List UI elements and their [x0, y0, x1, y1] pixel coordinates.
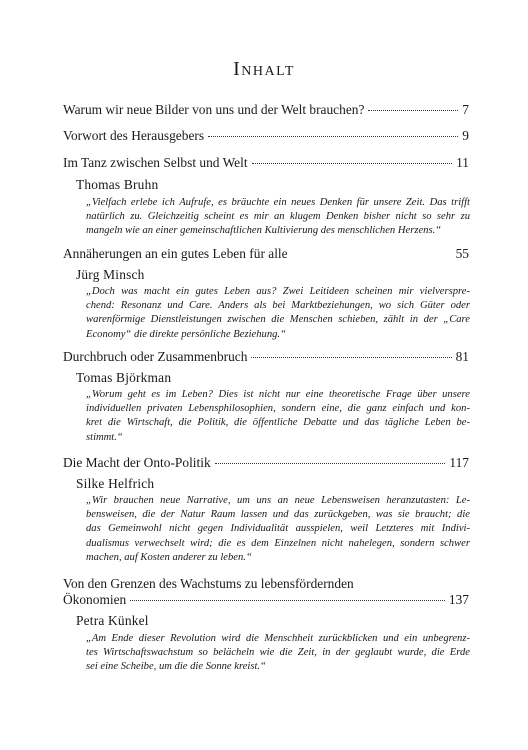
toc-entry-quote: [86, 285, 470, 342]
dot-leader: [252, 163, 453, 164]
toc-entry-page: 81: [455, 349, 469, 364]
toc-entry-page: 11: [456, 155, 469, 170]
toc-entry-title-line2-row: [63, 592, 469, 608]
quote-line: „Vielfach erlebe ich Aufrufe, es bräuchte ein neues Denken für unsere Zeit. Das trifft: [86, 197, 470, 208]
quote-line: mangeln wie an einer gemeinschaftlichen Kultivierung des menschlichen Herzens.“: [86, 225, 442, 237]
toc-entry-title-line1: Von den Grenzen des Wachstums zu lebensfördernden: [63, 576, 354, 591]
page-title: Inhalt: [233, 58, 295, 80]
toc-entry-author: Silke Helfrich: [76, 476, 155, 491]
quote-line: „Worum geht es im Leben? Dies ist nicht nur eine theoretische Frage über unsere: [86, 389, 470, 400]
toc-entry-title[interactable]: [63, 246, 469, 262]
dot-leader: [208, 136, 458, 137]
quote-line: machen, auf Kosten anderer zu leben.“: [86, 551, 252, 563]
dot-leader: [130, 600, 445, 601]
toc-entry-quote: [86, 388, 470, 445]
toc-entry-title-text: Durchbruch oder Zusammenbruch: [63, 349, 248, 364]
toc-entry-page: 55: [455, 246, 469, 261]
toc-entry-page: 9: [462, 128, 469, 143]
toc-entry-quote: [86, 196, 470, 239]
quote-line: natürlich zu. Gleichzeitig scheint es mir an klugem Denken bisher nicht so sehr zu: [86, 211, 470, 223]
dot-leader: [251, 357, 451, 358]
quote-line: warenförmige Dienstleistungen zwischen die Menschen schieben, zählt in der „Care: [86, 314, 470, 326]
quote-line: kret die Wirtschaft, die Politik, die öffentliche Debatte und das tägliche Leben be-: [86, 417, 470, 429]
toc-entry-title[interactable]: [63, 128, 469, 144]
toc-entry-title-text: Im Tanz zwischen Selbst und Welt: [63, 155, 248, 170]
toc-entry-title[interactable]: [63, 349, 469, 365]
toc-entry-quote: [86, 632, 470, 675]
toc-entry-quote: [86, 494, 470, 565]
toc-entry-title-text: Annäherungen an ein gutes Leben für alle: [63, 246, 288, 261]
quote-line: sei eine Scheibe, um die die Sonne kreist.“: [86, 661, 266, 673]
quote-line: stimmt.“: [86, 431, 123, 443]
toc-entry-page: 7: [462, 102, 469, 117]
toc-entry-title-text: Vorwort des Herausgebers: [63, 128, 205, 143]
dot-leader: [368, 110, 458, 111]
toc-entry-author: Jürg Minsch: [76, 267, 145, 282]
quote-line: chend: Resonanz und Care. Anders als bei Marktbeziehungen, wo sich Güter oder: [86, 300, 470, 312]
toc-entry-title[interactable]: [63, 576, 469, 608]
toc-entry-page: 117: [449, 455, 469, 470]
toc-entry-title[interactable]: [63, 155, 469, 171]
toc-entry-title-line2: Ökonomien: [63, 592, 127, 607]
toc-entry-author: Petra Künkel: [76, 613, 149, 628]
toc-entry-author: Thomas Bruhn: [76, 177, 159, 192]
quote-line: „Wir brauchen neue Narrative, um uns an neue Lebensweisen heranzutasten: Le-: [86, 495, 470, 506]
toc-entry-title[interactable]: [63, 102, 469, 118]
quote-line: dualismus verwechselt wird; die es dem Einzelnen nicht nahelegen, sondern schwer: [86, 537, 470, 549]
quote-line: „Am Ende dieser Revolution wird die Menschheit zurückblicken und ein unbegrenz-: [86, 633, 470, 644]
toc-entry-author: Tomas Björkman: [76, 370, 172, 385]
toc-entry-title[interactable]: [63, 455, 469, 471]
dot-leader: [215, 463, 446, 464]
quote-line: „Doch was macht ein gutes Leben aus? Zwei Leitideen scheinen mir vielverspre-: [86, 286, 470, 297]
quote-line: Economy“ die direkte persönliche Beziehung.“: [86, 328, 286, 340]
quote-line: bensweisen, die der Natur Raum lassen und das zurückgeben, was sie braucht; die: [86, 509, 470, 521]
quote-line: das Gemeinwohl nicht gegen Individualität ausspielen, weil Letzteres mit Indivi-: [86, 523, 470, 535]
toc-entry-title-text: Die Macht der Onto-Politik: [63, 455, 211, 470]
quote-line: individuellen privaten Lebensphilosophien, sondern eine, die ganz einfach und kon-: [86, 403, 470, 415]
toc-entry-page: 137: [448, 592, 469, 607]
toc-entry-title-text: Warum wir neue Bilder von uns und der Welt brauchen?: [63, 102, 365, 117]
quote-line: tes Wirtschaftswachstum so belächeln wie die Zeit, in der geglaubt wurde, die Erde: [86, 647, 470, 659]
